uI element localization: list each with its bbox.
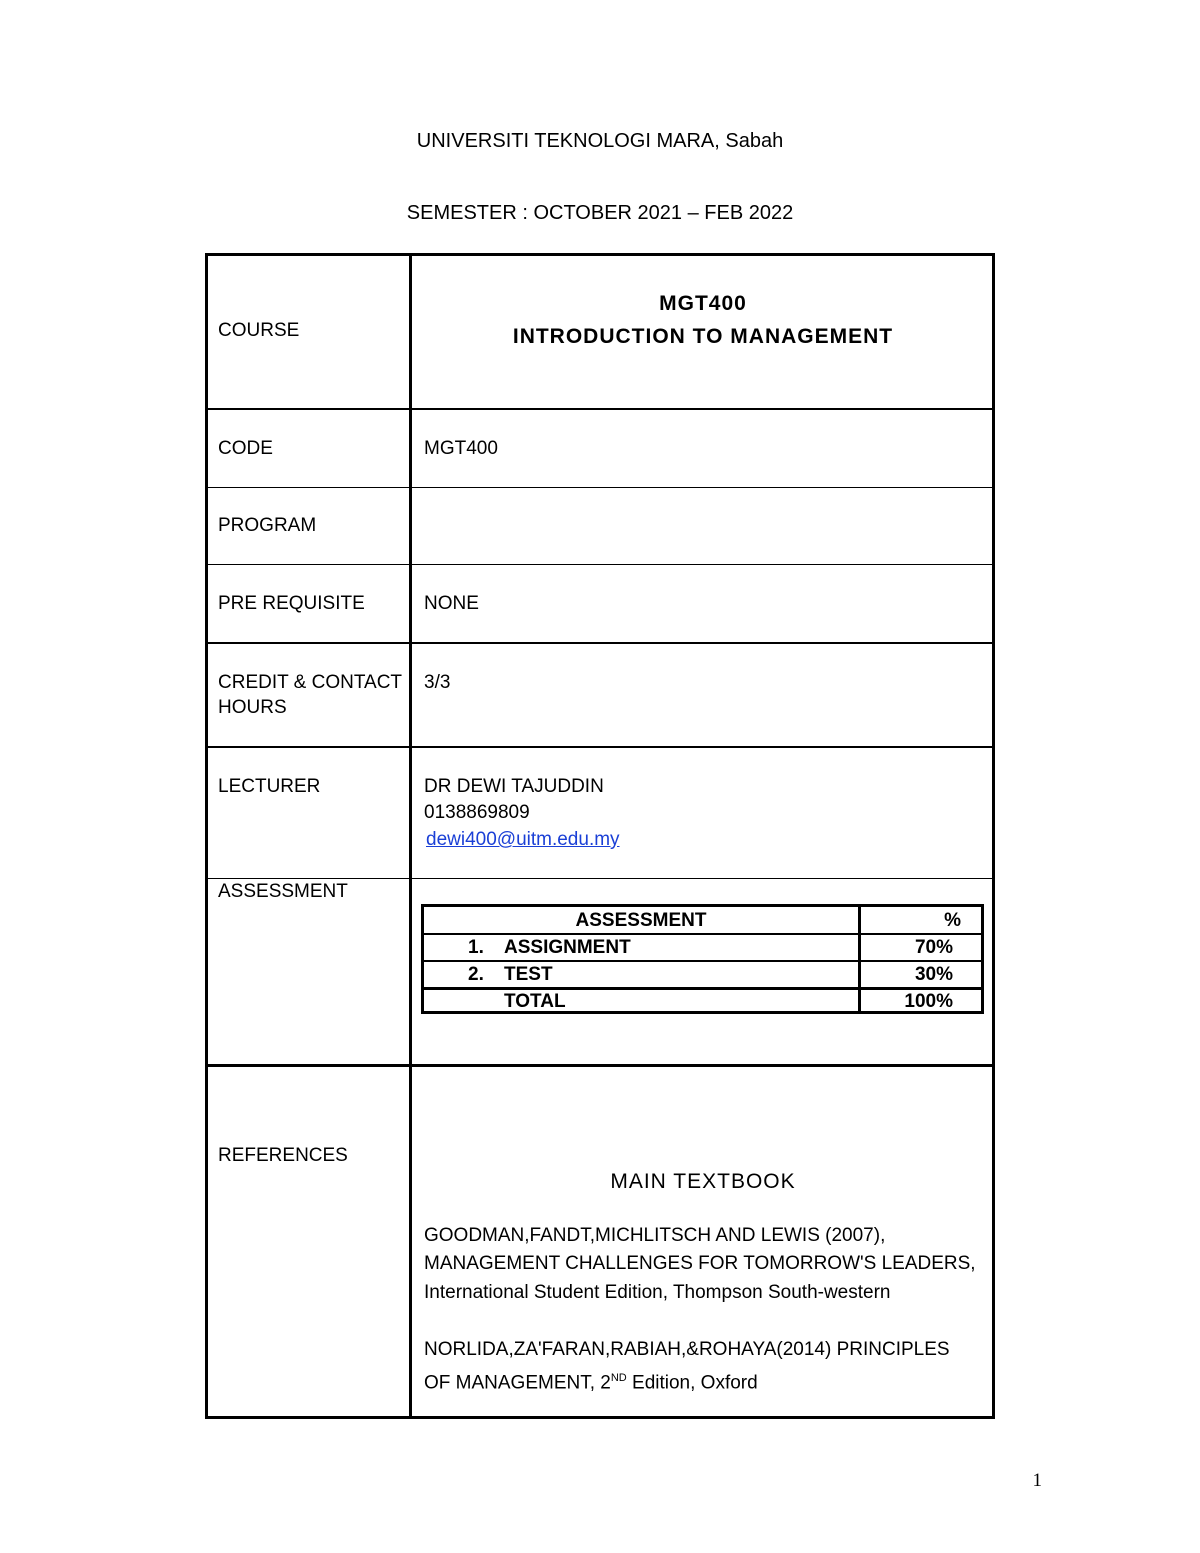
- ref1-line3: International Student Edition, Thompson South-western: [424, 1282, 891, 1303]
- total-label: TOTAL: [504, 991, 566, 1012]
- credit-label-line1: CREDIT & CONTACT: [218, 672, 403, 693]
- lecturer-label: LECTURER: [218, 776, 321, 797]
- ref2-line2-a: OF MANAGEMENT, 2: [424, 1372, 611, 1394]
- table-row: [424, 934, 981, 961]
- table-row: [424, 961, 981, 988]
- assessment-table: [421, 904, 984, 1014]
- row-item: TEST: [504, 964, 553, 985]
- lecturer-name: DR DEWI TAJUDDIN: [424, 776, 604, 797]
- university-title: UNIVERSITI TEKNOLOGI MARA, Sabah: [416, 130, 784, 152]
- table-row-total: [424, 988, 981, 1015]
- ref2-superscript: ND: [610, 1372, 627, 1384]
- semester-line: SEMESTER : OCTOBER 2021 – FEB 2022: [406, 202, 794, 224]
- ref1-line2: MANAGEMENT CHALLENGES FOR TOMORROW'S LEADERS,: [424, 1253, 976, 1274]
- credit-value: 3/3: [424, 672, 451, 693]
- prerequisite-value: NONE: [424, 593, 479, 614]
- course-label: COURSE: [218, 320, 300, 341]
- main-textbook-heading: MAIN TEXTBOOK: [610, 1170, 796, 1193]
- code-value: MGT400: [424, 438, 498, 459]
- ref1-line1: GOODMAN,FANDT,MICHLITSCH AND LEWIS (2007),: [424, 1225, 886, 1246]
- row-number: 2.: [468, 964, 484, 985]
- assessment-header-row: [424, 907, 981, 934]
- ref2-line1: NORLIDA,ZA'FARAN,RABIAH,&ROHAYA(2014) PRINCIPLES: [424, 1339, 950, 1360]
- assessment-header-pct: %: [944, 910, 961, 931]
- row-item: ASSIGNMENT: [504, 937, 631, 958]
- ref2-line2-b: Edition, Oxford: [626, 1372, 758, 1394]
- references-label: REFERENCES: [218, 1145, 348, 1166]
- course-name: INTRODUCTION TO MANAGEMENT: [512, 325, 894, 348]
- row-pct: 30%: [914, 964, 953, 985]
- page-number: 1: [1032, 1470, 1042, 1491]
- lecturer-phone: 0138869809: [424, 802, 530, 823]
- ref2-line2: [424, 1364, 758, 1397]
- credit-label-line2: HOURS: [218, 697, 287, 718]
- total-pct: 100%: [904, 991, 953, 1012]
- course-code-title: MGT400: [659, 292, 747, 315]
- row-number: 1.: [468, 937, 484, 958]
- prerequisite-label: PRE REQUISITE: [218, 593, 365, 614]
- code-label: CODE: [218, 438, 273, 459]
- assessment-header-item: ASSESSMENT: [575, 910, 707, 931]
- lecturer-email-link[interactable]: dewi400@uitm.edu.my: [426, 829, 620, 850]
- program-label: PROGRAM: [218, 515, 317, 536]
- row-pct: 70%: [914, 937, 953, 958]
- assessment-label: ASSESSMENT: [218, 881, 348, 902]
